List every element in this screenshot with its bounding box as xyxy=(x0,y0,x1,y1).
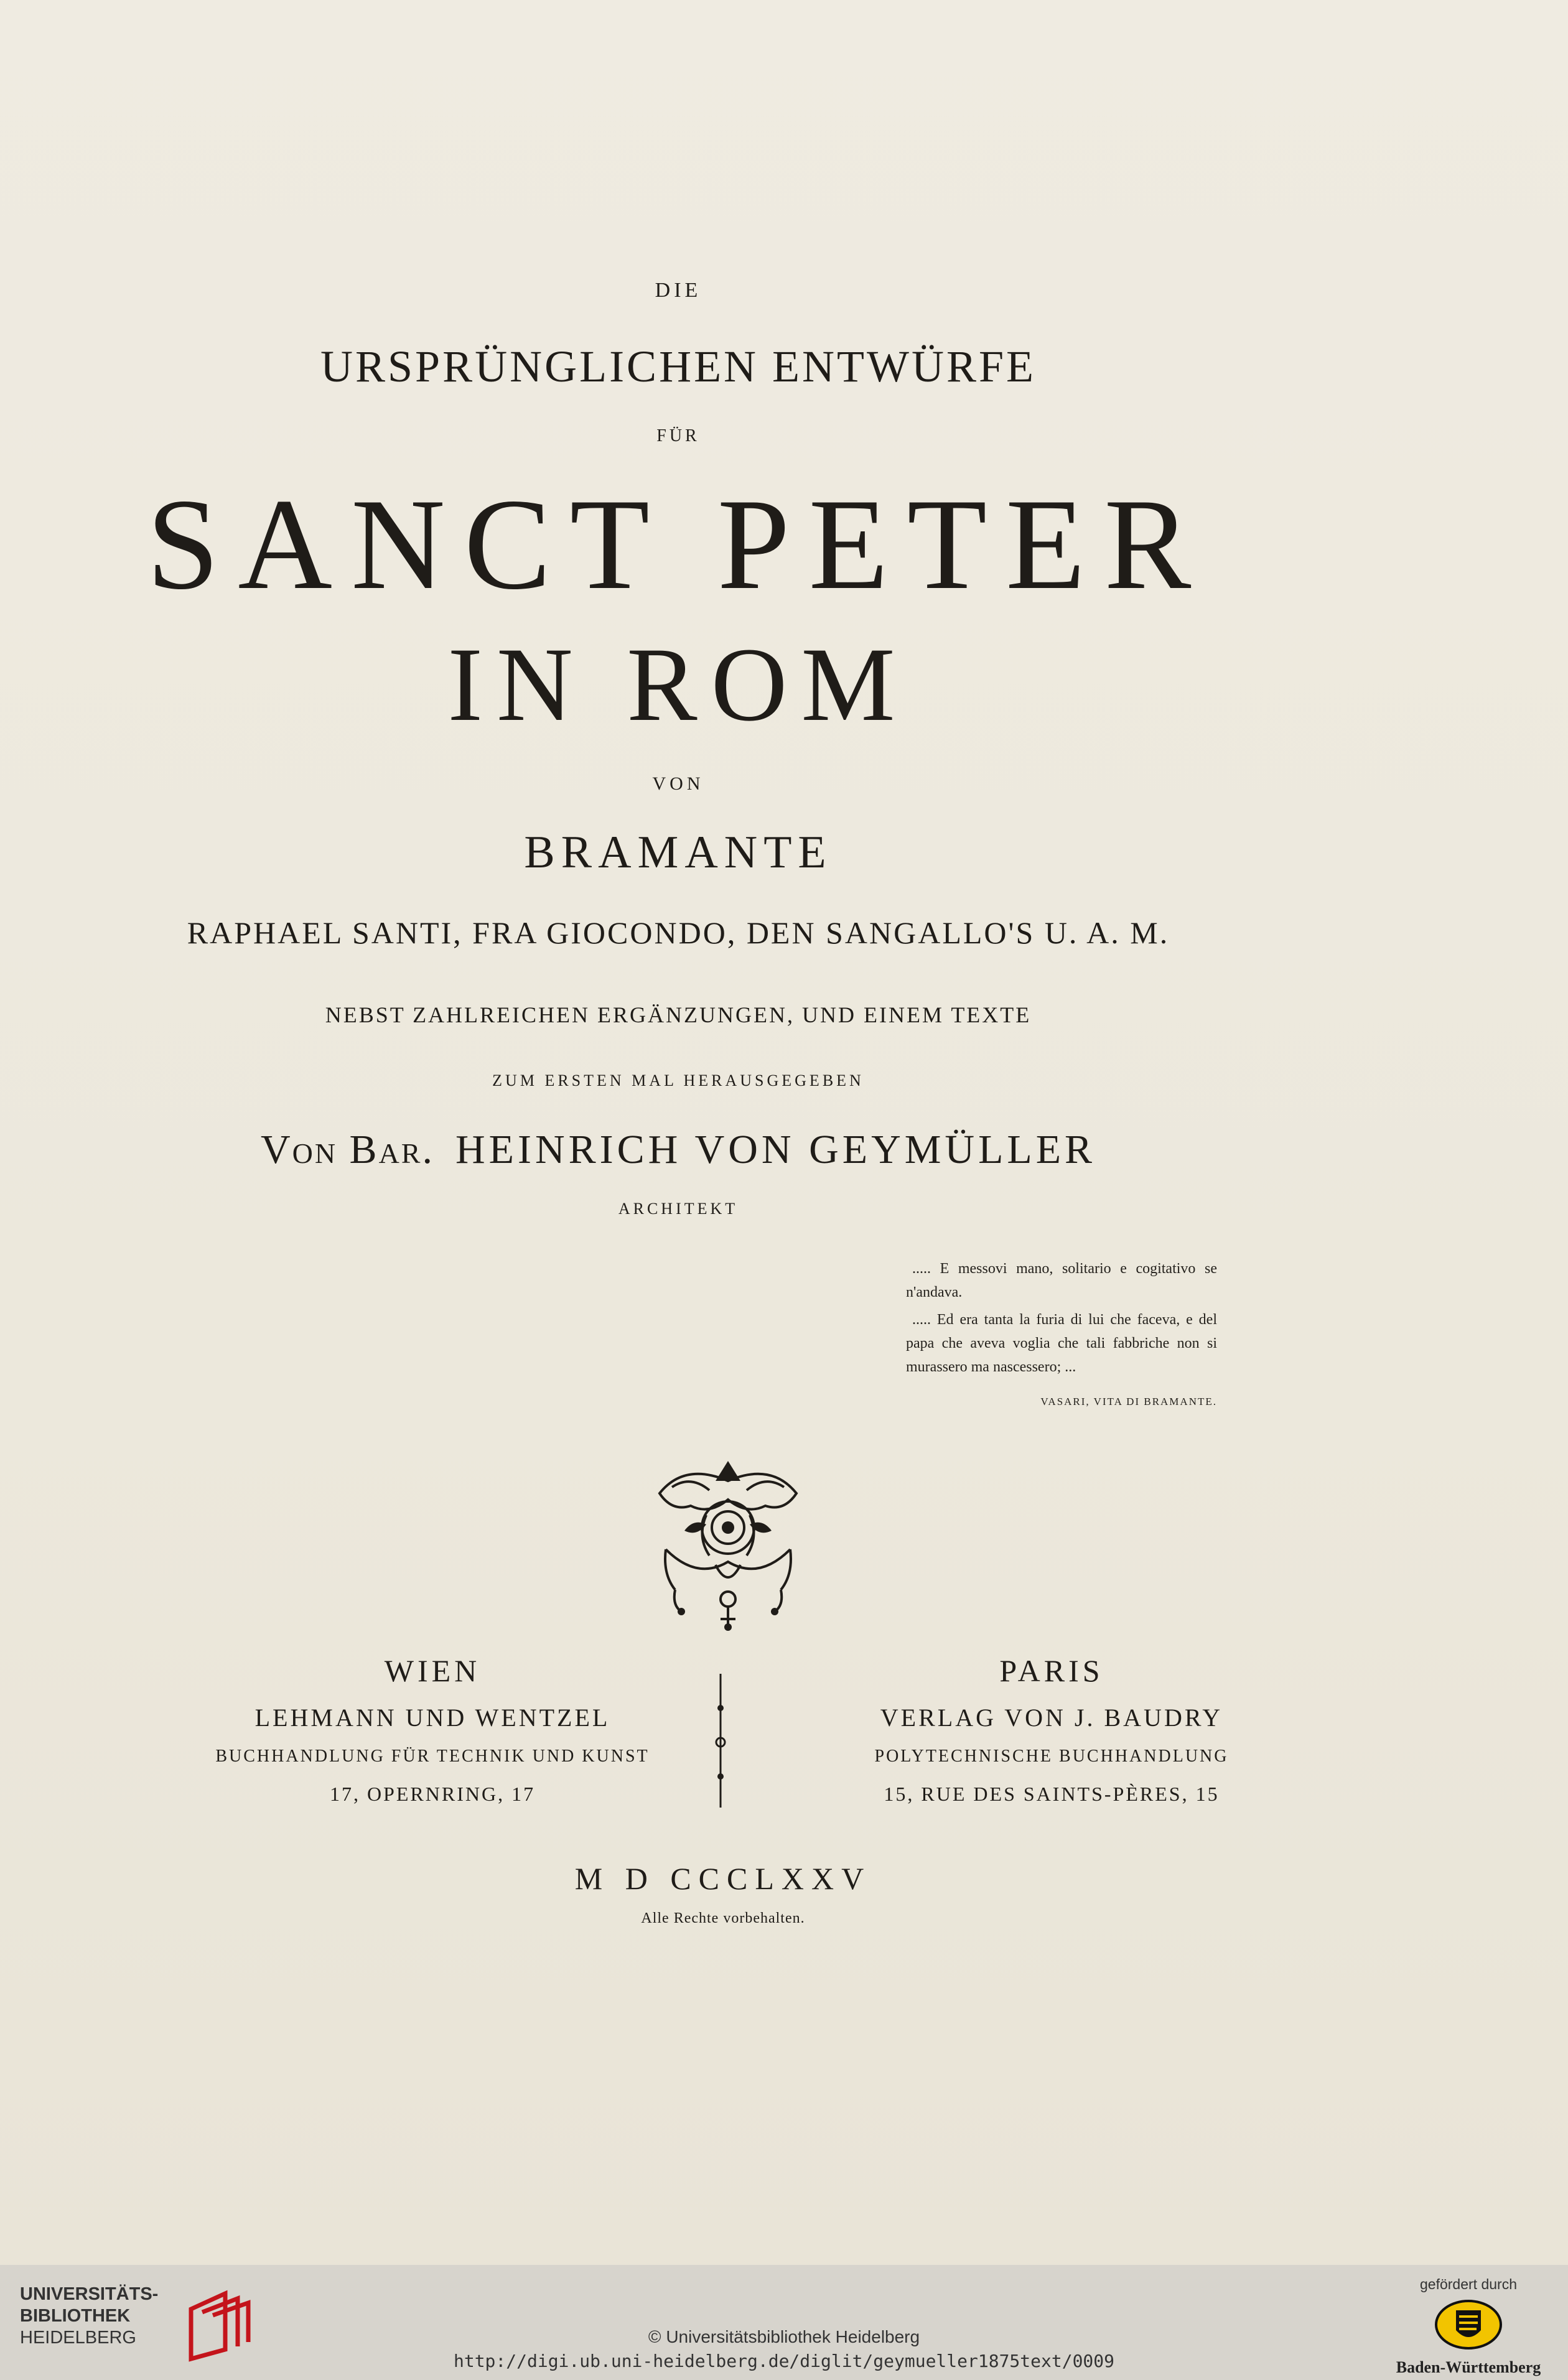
epigraph-quote xyxy=(906,1257,1217,1414)
funding-label: gefördert durch xyxy=(1420,2276,1517,2292)
imprint-paris xyxy=(772,1652,1332,1808)
quote-line-2: ..... Ed era tanta la furia di lui che faceva, e del papa che aveva voglia che tali fabbriche non si murassero ma nascessero; ... xyxy=(906,1312,1217,1375)
subtitle-nebst-ergaenzungen: NEBST ZAHLREICHEN ERGÄNZUNGEN, UND EINEM TEXTE xyxy=(325,1002,1032,1027)
ub-logo-line-1: UNIVERSITÄTS- xyxy=(20,2284,159,2304)
title-urspruenglichen-entwuerfe: URSPRÜNGLICHEN ENTWÜRFE xyxy=(320,342,1037,391)
author-prefix: Von Bar. xyxy=(260,1127,434,1172)
imprint-vienna xyxy=(152,1652,712,1808)
funding-block xyxy=(1381,2276,1556,2377)
quote-source: VASARI, VITA DI BRAMANTE. xyxy=(1040,1396,1217,1407)
imprint-city-paris: PARIS xyxy=(999,1653,1104,1688)
title-sanct-peter: SANCT PETER xyxy=(146,472,1210,617)
column-divider xyxy=(714,1674,727,1808)
subtitle-raphael-santi: RAPHAEL SANTI, FRA GIOCONDO, DEN SANGALLO'S U. A. M. xyxy=(187,915,1170,950)
printers-ornament-icon xyxy=(647,1456,809,1633)
imprint-address-saints-peres: 15, RUE DES SAINTS-PÈRES, 15 xyxy=(884,1783,1220,1806)
subtitle-zum-ersten-mal: ZUM ERSTEN MAL HERAUSGEGEBEN xyxy=(492,1071,864,1090)
publication-year: M D CCCLXXV xyxy=(574,1861,872,1896)
title-in-rom: IN ROM xyxy=(447,626,909,743)
title-bramante: BRAMANTE xyxy=(524,827,833,878)
ub-logo-line-3: HEIDELBERG xyxy=(20,2328,136,2348)
author-profession: ARCHITEKT xyxy=(618,1200,739,1218)
permalink-url[interactable]: http://digi.ub.uni-heidelberg.de/diglit/geymueller1875text/0009 xyxy=(453,2351,1115,2371)
imprint-kind-technik-kunst: BUCHHANDLUNG FÜR TECHNIK UND KUNST xyxy=(215,1747,650,1766)
imprint-kind-polytechnische: POLYTECHNISCHE BUCHHANDLUNG xyxy=(874,1747,1229,1766)
rights-notice: Alle Rechte vorbehalten. xyxy=(641,1910,805,1926)
imprint-city-wien: WIEN xyxy=(384,1653,481,1688)
copyright-notice: © Universitätsbibliothek Heidelberg xyxy=(648,2327,920,2346)
author-line xyxy=(0,1126,1462,1174)
title-die: DIE xyxy=(655,279,702,302)
digitization-footer xyxy=(0,2265,1568,2380)
ub-logo-line-2: BIBLIOTHEK xyxy=(20,2306,131,2326)
baden-wuerttemberg-seal-icon[interactable] xyxy=(1434,2299,1503,2350)
imprint-publisher-lehmann: LEHMANN UND WENTZEL xyxy=(254,1704,610,1732)
title-von: VON xyxy=(652,773,704,794)
imprint-publisher-baudry: VERLAG VON J. BAUDRY xyxy=(880,1704,1223,1732)
title-fuer: FÜR xyxy=(656,426,700,446)
author-name: HEINRICH VON GEYMÜLLER xyxy=(455,1127,1096,1172)
quote-line-1: ..... E messovi mano, solitario e cogitativo se n'andava. xyxy=(906,1261,1217,1300)
funding-state-name: Baden-Württemberg xyxy=(1396,2358,1541,2376)
imprint-address-opernring: 17, OPERNRING, 17 xyxy=(329,1783,536,1806)
